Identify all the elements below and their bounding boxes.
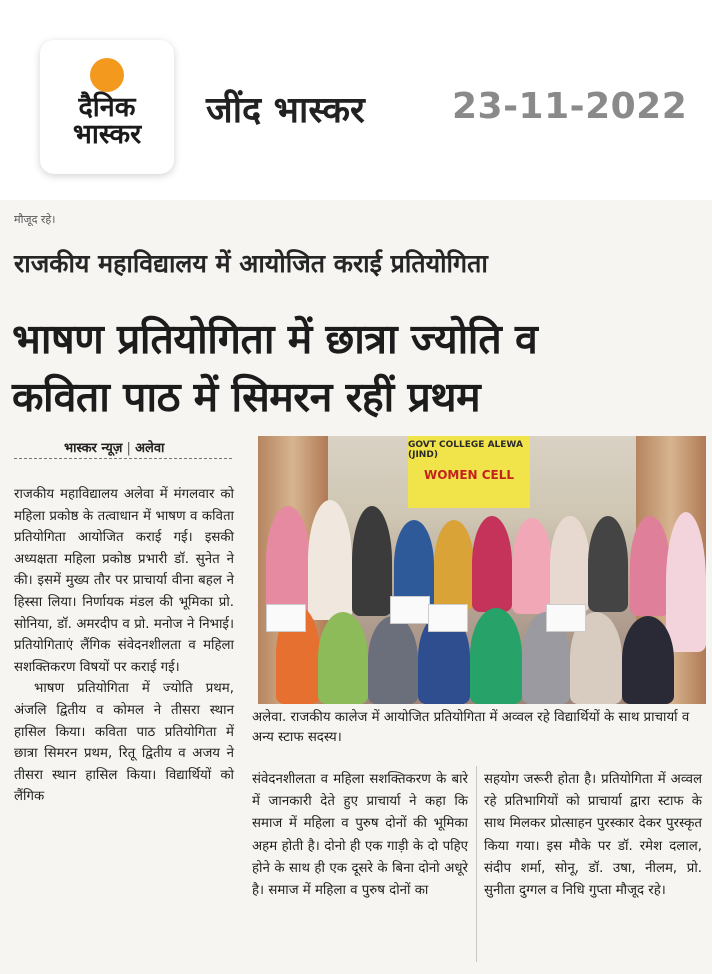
- byline: भास्कर न्यूज़ | अलेवा: [64, 441, 165, 456]
- paragraph-2: भाषण प्रतियोगिता में ज्योति प्रथम, अंजलि द्वितीय व कोमल ने तीसरा स्थान हासिल किया। कविता पाठ प्रतियोगिता में छात्रा सिमरन प्रथम, रितू द्वितीय व अजय ने तीसरा स्थान हासिल किया। विद्यार्थियों को लैंगिक: [14, 681, 234, 805]
- person: [470, 608, 522, 704]
- certificate: [428, 604, 468, 632]
- column-divider: [476, 766, 477, 962]
- person: [630, 516, 670, 616]
- newspaper-clipping: [0, 200, 712, 974]
- photo-caption: अलेवा. राजकीय कालेज में आयोजित प्रतियोगिता में अव्वल रहे विद्यार्थियों के साथ प्राचार्या व अन्य स्टाफ सदस्य।: [252, 710, 690, 745]
- logo-text-line1: दैनिक: [78, 92, 136, 123]
- sun-icon: [90, 58, 124, 92]
- article-column-right: सहयोग जरूरी होता है। प्रतियोगिता में अव्वल रहे प्रतिभागियों को प्राचार्या द्वारा स्टाफ के साथ मिलकर प्रोत्साहन पुरस्कार देकर पुरस्कृत किया गया। इस मौके पर डॉ. रमेश दलाल, संदीप शर्मा, सोनू, डॉ. उषा, नीलम, प्रो. सुनीता दुग्गल व निधि गुप्ता मौजूद रहे।: [484, 772, 702, 899]
- article-headline: [12, 310, 537, 426]
- person: [266, 506, 310, 616]
- headline-line-1: भाषण प्रतियोगिता में छात्रा ज्योति व: [12, 315, 538, 363]
- paragraph-1: राजकीय महाविद्यालय अलेवा में मंगलवार को महिला प्रकोष्ठ के तत्वाधान में भाषण व कविता प्रतियोगिता आयोजित कराई गई। इसकी अध्यक्षता महिला प्रकोष्ठ प्रभारी डॉ. सुनेत ने की। इसमें मुख्य तौर पर प्राचार्या वीना बहल ने हिस्सा लिया। निर्णायक मंडल की भूमिका प्रो. सोनिया, डॉ. अमरदीप व प्रो. मनोज ने निभाई। प्रतियोगिताएं लैंगिक संवेदनशीलता व महिला सशक्तिकरण विषयों पर कराई गई।: [14, 487, 234, 675]
- dainik-bhaskar-logo: [40, 40, 174, 174]
- article-kicker: राजकीय महाविद्यालय में आयोजित कराई प्रतियोगिता: [14, 249, 488, 278]
- byline-divider: [14, 458, 232, 459]
- headline-line-2: कविता पाठ में सिमरन रहीं प्रथम: [12, 373, 481, 421]
- group-photo: [258, 436, 706, 704]
- publication-date: 23-11-2022: [452, 86, 688, 127]
- certificate: [266, 604, 306, 632]
- cut-off-text: मौजूद रहे।: [14, 213, 56, 226]
- person: [666, 512, 706, 652]
- certificate: [546, 604, 586, 632]
- person: [352, 506, 392, 616]
- person: [368, 616, 418, 704]
- person: [308, 500, 352, 620]
- person: [550, 516, 590, 612]
- person: [622, 616, 674, 704]
- person: [318, 612, 368, 704]
- byline-place: अलेवा: [135, 441, 165, 456]
- person: [472, 516, 512, 612]
- women-cell-banner: [408, 436, 530, 508]
- banner-college: GOVT COLLEGE ALEWA (JIND): [408, 440, 523, 460]
- certificate: [390, 596, 430, 624]
- article-column-middle: संवेदनशीलता व महिला सशक्तिकरण के बारे में जानकारी देते हुए प्राचार्या ने कहा कि समाज में महिला व पुरुष दोनों की भूमिका अहम होती है। दोनो ही एक गाड़ी के दो पहिए होने के साथ ही एक दूसरे के बिना दोनो अधूरे है। समाज में महिला व पुरुष दोनों का: [252, 772, 468, 899]
- person: [512, 518, 552, 614]
- article-column-left: [14, 484, 234, 808]
- person: [434, 520, 474, 610]
- edition-title: जींद भास्कर: [206, 90, 365, 131]
- person: [588, 516, 628, 612]
- banner-title: WOMEN CELL: [423, 468, 515, 482]
- logo-text-line2: भास्कर: [72, 119, 142, 150]
- byline-source: भास्कर न्यूज़: [64, 441, 123, 456]
